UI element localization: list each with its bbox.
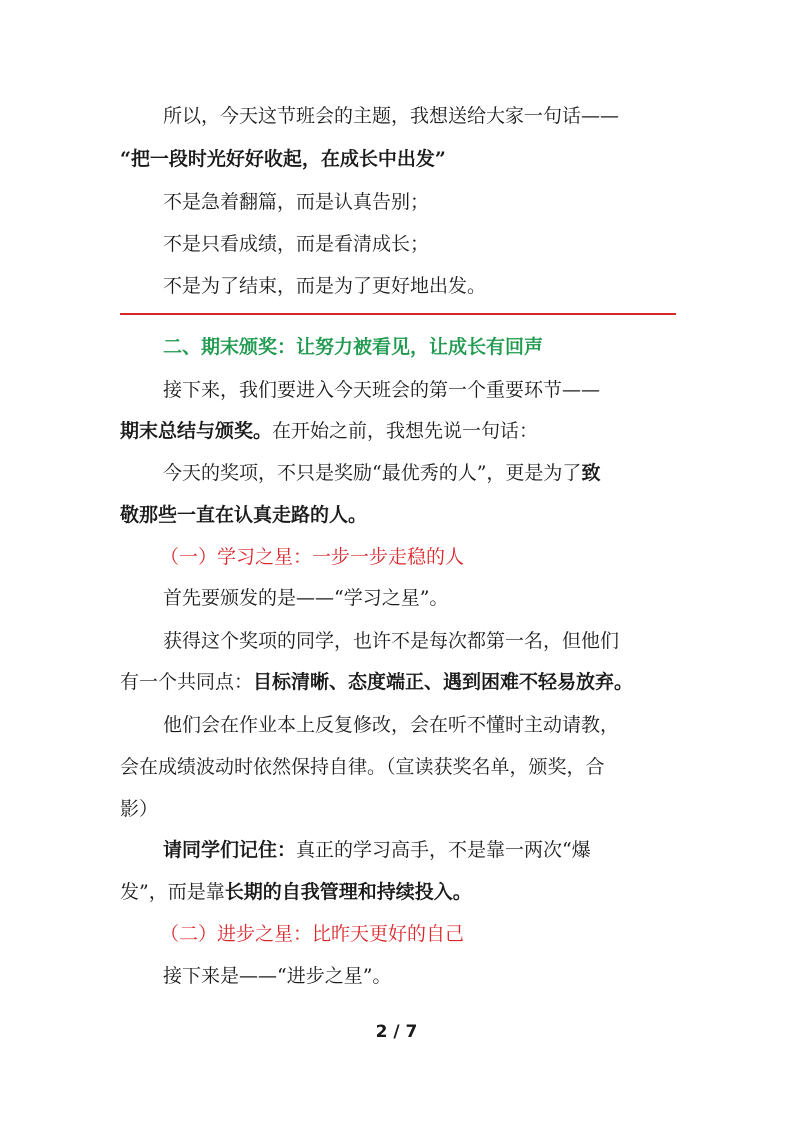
text-span: 有一个共同点：: [120, 671, 254, 693]
paragraph-line: [120, 418, 676, 444]
paragraph-line: 他们会在作业本上反复修改，会在听不懂时主动请教，: [163, 714, 620, 736]
page-number: 2 / 7: [375, 1022, 418, 1042]
bold-phrase: 期末总结与颁奖。: [120, 420, 273, 442]
paragraph-line: [120, 669, 676, 695]
paragraph-line: 会在成绩波动时依然保持自律。（宣读获奖名单，颁奖，合: [120, 756, 605, 778]
intro-list-item: 不是只看成绩，而是看清成长；: [163, 233, 430, 255]
paragraph-line: 接下来，我们要进入今天班会的第一个重要环节——: [163, 379, 601, 401]
text-span: 真正的学习高手，不是靠一两次“爆: [296, 839, 591, 861]
section-heading: 二、期末颁奖：让努力被看见，让成长有回声: [163, 336, 544, 358]
intro-list-item: 不是为了结束，而是为了更好地出发。: [163, 275, 487, 297]
intro-paragraph-line: 所以，今天这节班会的主题，我想送给大家一句话——: [163, 105, 620, 127]
text-span: 在开始之前，我想先说一句话：: [272, 420, 539, 442]
paragraph-line: 影）: [120, 798, 159, 820]
paragraph-line: 接下来是——“进步之星”。: [163, 965, 392, 987]
paragraph-line: [120, 879, 676, 905]
paragraph-line: 获得这个奖项的同学，也许不是每次都第一名，但他们: [163, 630, 620, 652]
section-divider: [120, 313, 676, 315]
subsection-heading: （一）学习之星：一步一步走稳的人: [160, 546, 465, 568]
bold-phrase: 长期的自我管理和持续投入。: [224, 881, 472, 903]
theme-quote: “把一段时光好好收起，在成长中出发”: [120, 148, 446, 170]
paragraph-line: [120, 460, 676, 486]
bold-phrase: 目标清晰、态度端正、遇到困难不轻易放弃。: [253, 671, 634, 693]
bold-phrase: 请同学们记住：: [163, 839, 297, 861]
bold-phrase: 致: [581, 462, 601, 484]
text-span: 发”，而是靠: [120, 881, 225, 903]
bold-phrase: 敬那些一直在认真走路的人。: [120, 504, 368, 526]
text-span: 今天的奖项，不只是奖励“最优秀的人”，更是为了: [163, 462, 582, 484]
paragraph-line: [120, 837, 676, 863]
paragraph-line: 首先要颁发的是——“学习之星”。: [163, 587, 449, 609]
intro-list-item: 不是急着翻篇，而是认真告别；: [163, 191, 430, 213]
subsection-heading: （二）进步之星：比昨天更好的自己: [160, 923, 465, 945]
